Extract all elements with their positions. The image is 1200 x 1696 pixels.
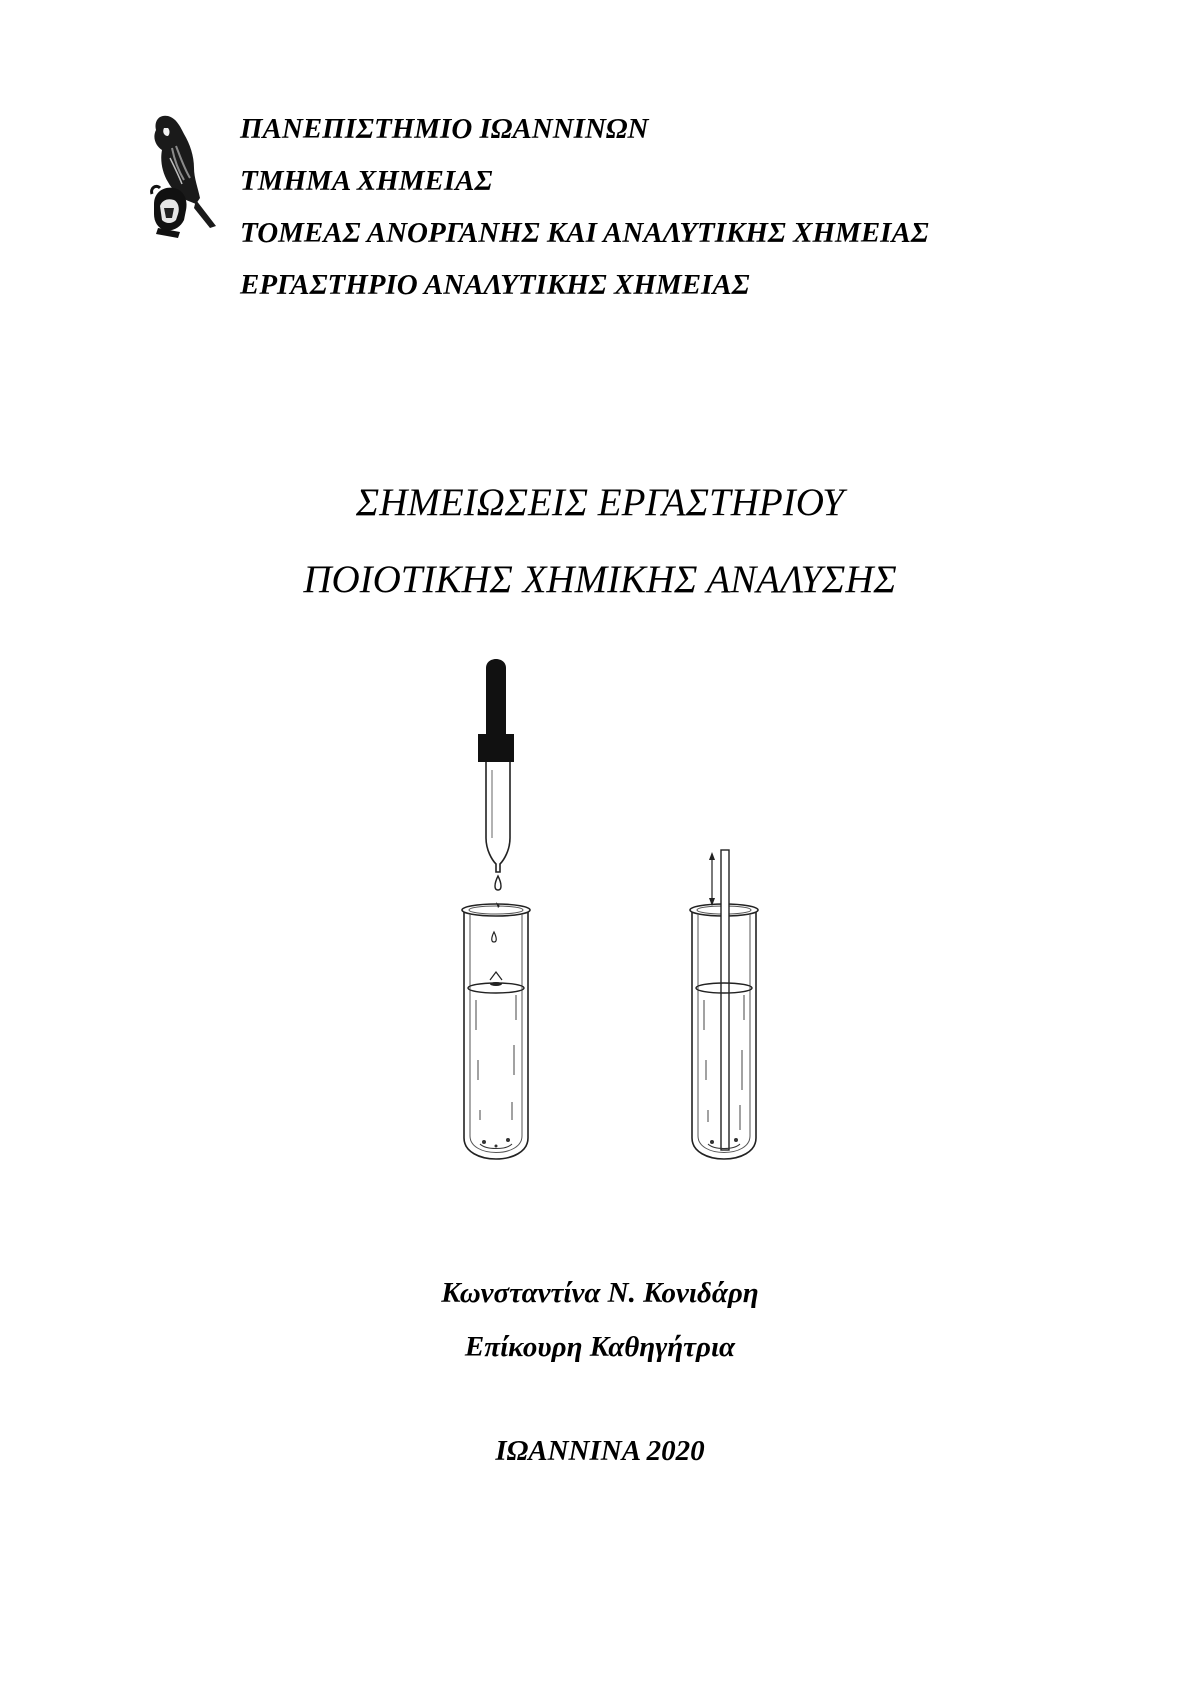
laboratory-name: ΕΡΓΑΣΤΗΡΙΟ ΑΝΑΛΥΤΙΚΗΣ ΧΗΜΕΙΑΣ [240, 269, 750, 301]
author-position: Επίκουρη Καθηγήτρια [464, 1331, 736, 1363]
owl-logo-icon [150, 108, 222, 240]
author-name: Κωνσταντίνα Ν. Κονιδάρη [441, 1277, 759, 1309]
document-title-line-2: ΠΟΙΟΤΙΚΗΣ ΧΗΜΙΚΗΣ ΑΝΑΛΥΣΗΣ [303, 558, 897, 601]
place-year: ΙΩΑΝΝΙΝΑ 2020 [495, 1435, 705, 1467]
sector-name: ΤΟΜΕΑΣ ΑΝΟΡΓΑΝΗΣ ΚΑΙ ΑΝΑΛΥΤΙΚΗΣ ΧΗΜΕΙΑΣ [240, 217, 929, 249]
document-title-line-1: ΣΗΜΕΙΩΣΕΙΣ ΕΡΓΑΣΤΗΡΙΟΥ [356, 481, 844, 524]
department-name: ΤΜΗΜΑ ΧΗΜΕΙΑΣ [240, 165, 493, 197]
dropper-icon [478, 659, 514, 890]
lab-illustration [420, 650, 800, 1170]
university-name: ΠΑΝΕΠΙΣΤΗΜΙΟ ΙΩΑΝΝΙΝΩΝ [240, 113, 649, 145]
test-tube-icon [462, 902, 530, 1159]
test-tube-with-rod-icon [690, 850, 758, 1159]
